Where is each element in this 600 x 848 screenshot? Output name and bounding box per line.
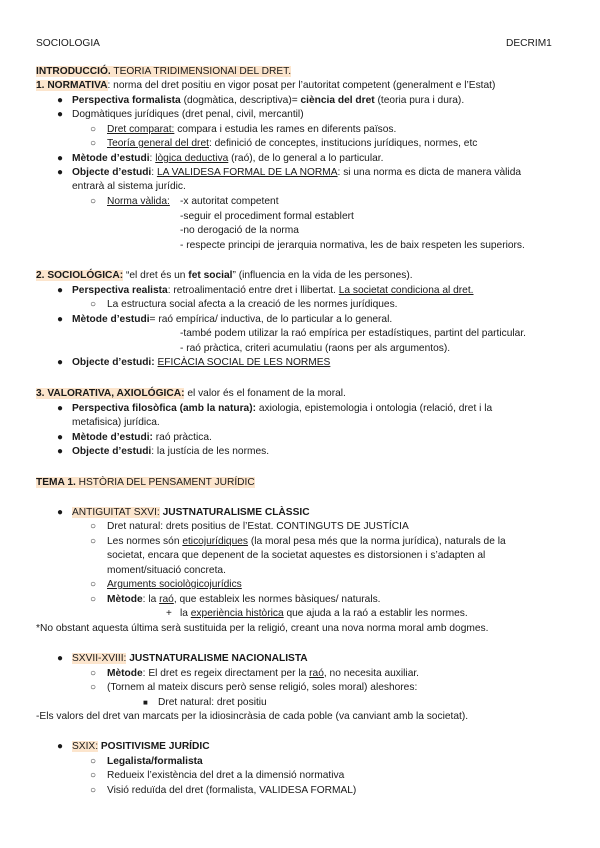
estructura-social: La estructura social afecta a la creació de les normes jurídiques.: [107, 299, 398, 310]
antiguitat-item-cont: societat, encara que depenent de la societat aquestes es distorsionen i s’adapten al: [107, 550, 486, 561]
tema1-title: TEMA 1. HSTÒRIA DEL PENSAMENT JURÍDIC: [36, 477, 255, 488]
circle-bullet-icon: ○: [90, 299, 97, 310]
norma-item: -seguir el procediment formal establert: [180, 211, 354, 222]
header-left: SOCIOLOGIA: [36, 38, 100, 49]
circle-bullet-icon: ○: [90, 196, 97, 207]
antiguitat-heading: ANTIGUITAT SXVI: JUSTNATURALISME CLÀSSIC: [72, 507, 310, 518]
s17-note: -Els valors del dret van marcats per la idiosincràsia de cada poble (va canviant amb la societat).: [36, 711, 469, 722]
circle-bullet-icon: ○: [90, 536, 97, 547]
norma-item: - respecte principi de jerarquia normativa, les de baix respeten les superiors.: [180, 240, 525, 251]
bullet-icon: ●: [57, 285, 64, 296]
circle-bullet-icon: ○: [90, 138, 97, 149]
sociologica-line: 2. SOCIOLÓGICA: “el dret és un fet social” (influencia en la vida de les persones).: [36, 270, 413, 281]
antiguitat-item: Mètode: la raó, que estableix les normes bàsiques/ naturals.: [107, 594, 381, 605]
s19-item: Redueix l’existència del dret a la dimensió normativa: [107, 770, 345, 781]
antiguitat-note: *No obstant aquesta última serà sustituida per la religió, creant una nova norma moral amb dogmes.: [36, 623, 489, 634]
s19-heading: SXIX: POSITIVISME JURÍDIC: [72, 741, 210, 752]
bullet-icon: ●: [57, 153, 64, 164]
bullet-icon: ●: [57, 432, 64, 443]
antiguitat-item-cont: moment/situació concreta.: [107, 565, 226, 576]
teoria-general: Teoría general del dret: definició de conceptes, institucions jurídiques, normes, etc: [107, 138, 478, 149]
antiguitat-item: la experiència històrica que ajuda a la raó a establir les normes.: [180, 608, 468, 619]
objecte-estudi: Objecte d’estudi: la justícia de les normes.: [72, 446, 270, 457]
header-right: DECRIM1: [506, 38, 552, 49]
circle-bullet-icon: ○: [90, 594, 97, 605]
persp-filosofica-cont: metafisica) jurídica.: [72, 417, 160, 428]
persp-realista: Perspectiva realista: retroalimentació entre dret i llibertat. La societat condiciona al dret.: [72, 285, 474, 296]
circle-bullet-icon: ○: [90, 668, 97, 679]
bullet-icon: ●: [57, 653, 64, 664]
metode-estudi: Mètode d’estudi= raó empírica/ inductiva, de lo particular a lo general.: [72, 314, 393, 325]
circle-bullet-icon: ○: [90, 756, 97, 767]
bullet-icon: ●: [57, 109, 64, 120]
dogmatiques: Dogmàtiques jurídiques (dret penal, civil, mercantil): [72, 109, 304, 120]
plus-icon: +: [166, 608, 172, 619]
bullet-icon: ●: [57, 446, 64, 457]
circle-bullet-icon: ○: [90, 770, 97, 781]
bullet-icon: ●: [57, 167, 64, 178]
persp-formalista: Perspectiva formalista (dogmàtica, descriptiva)= ciència del dret (teoria pura i dura).: [72, 95, 465, 106]
s17-item: Dret natural: dret positiu: [158, 697, 267, 708]
square-bullet-icon: ■: [143, 698, 148, 707]
metode-item: - raó pràctica, criteri acumulatiu (raons per als argumentos).: [180, 343, 451, 354]
s17-heading: SXVII-XVIII: JUSTNATURALISME NACIONALISTA: [72, 653, 308, 664]
bullet-icon: ●: [57, 507, 64, 518]
objecte-estudi: Objecte d’estudi: LA VALIDESA FORMAL DE LA NORMA: si una norma es dicta de manera vàlida: [72, 167, 522, 178]
intro-title: INTRODUCCIÓ. TEORIA TRIDIMENSIONAl DEL DRET.: [36, 66, 292, 77]
circle-bullet-icon: ○: [90, 521, 97, 532]
s19-item: Visió reduïda del dret (formalista, VALIDESA FORMAL): [107, 785, 357, 796]
antiguitat-item: Dret natural: drets positius de l’Estat. CONTINGUTS DE JUSTÍCIA: [107, 521, 409, 532]
s17-item: (Tornem al mateix discurs però sense religió, soles moral) aleshores:: [107, 682, 418, 693]
bullet-icon: ●: [57, 403, 64, 414]
s19-item: Legalista/formalista: [107, 756, 203, 767]
bullet-icon: ●: [57, 95, 64, 106]
circle-bullet-icon: ○: [90, 682, 97, 693]
circle-bullet-icon: ○: [90, 124, 97, 135]
circle-bullet-icon: ○: [90, 785, 97, 796]
s17-item: Mètode: El dret es regeix directament per la raó, no necesita auxiliar.: [107, 668, 420, 679]
metode-item: -també podem utilizar la raó empírica per estadístiques, partint del particular.: [180, 328, 526, 339]
dret-comparat: Dret comparat: compara i estudia les rames en diferents països.: [107, 124, 397, 135]
normativa-line: 1. NORMATIVA: norma del dret positiu en vigor posat per l’autoritat competent (generalment e l’Estat): [36, 80, 496, 91]
valorativa-line: 3. VALORATIVA, AXIOLÓGICA: el valor és el fonament de la moral.: [36, 388, 346, 399]
bullet-icon: ●: [57, 314, 64, 325]
bullet-icon: ●: [57, 741, 64, 752]
norma-item: -no derogació de la norma: [180, 225, 299, 236]
bullet-icon: ●: [57, 357, 64, 368]
antiguitat-item: Les normes són eticojurídiques (la moral pesa més que la norma jurídica), naturals de la: [107, 536, 506, 547]
persp-filosofica: Perspectiva filosòfica (amb la natura): axiologia, epistemologia i ontologia (relació, dret i la: [72, 403, 493, 414]
antiguitat-item: Arguments sociològicojurídics: [107, 579, 242, 590]
metode-estudi: Mètode d’estudi: raó pràctica.: [72, 432, 212, 443]
circle-bullet-icon: ○: [90, 579, 97, 590]
norma-valida: Norma vàlida:: [107, 196, 170, 207]
objecte-estudi: Objecte d’estudi: EFICÀCIA SOCIAL DE LES NORMES: [72, 357, 331, 368]
objecte-estudi-cont: entrarà al sistema jurídic.: [72, 181, 186, 192]
metode-estudi: Mètode d’estudi: lògica deductiva (raó), de lo general a lo particular.: [72, 153, 384, 164]
norma-item: -x autoritat competent: [180, 196, 279, 207]
